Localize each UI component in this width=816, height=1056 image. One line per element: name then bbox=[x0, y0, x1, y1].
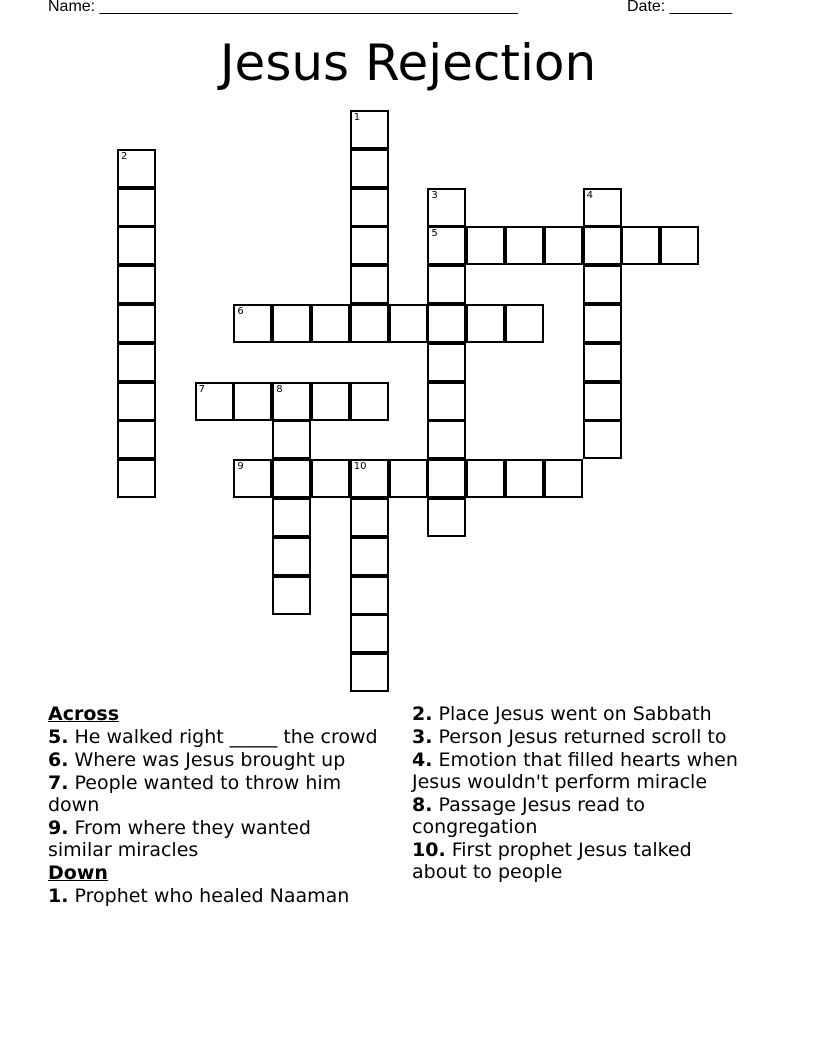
grid-cell[interactable] bbox=[117, 149, 156, 188]
clue-text: People wanted to throw him down bbox=[48, 772, 342, 816]
grid-cell[interactable] bbox=[583, 343, 622, 382]
clue-down-1 bbox=[48, 885, 378, 907]
grid-cell[interactable] bbox=[427, 382, 466, 421]
clue-number-label: 8 bbox=[276, 383, 283, 395]
grid-cell[interactable] bbox=[350, 304, 389, 343]
grid-cell[interactable] bbox=[583, 382, 622, 421]
grid-cell[interactable] bbox=[466, 459, 505, 498]
grid-cell[interactable] bbox=[583, 265, 622, 304]
grid-cell[interactable] bbox=[466, 226, 505, 265]
clue-down-4 bbox=[412, 749, 752, 793]
grid-cell[interactable] bbox=[350, 498, 389, 537]
grid-cell[interactable] bbox=[350, 110, 389, 149]
grid-cell[interactable] bbox=[583, 226, 622, 265]
grid-cell[interactable] bbox=[427, 420, 466, 459]
clue-number: 7. bbox=[48, 772, 69, 794]
clue-number: 6. bbox=[48, 749, 69, 771]
grid-cell[interactable] bbox=[583, 420, 622, 459]
grid-cell[interactable] bbox=[350, 382, 389, 421]
clue-number-label: 10 bbox=[353, 461, 367, 473]
grid-cell[interactable] bbox=[427, 343, 466, 382]
clue-down-3 bbox=[412, 726, 752, 748]
clue-across-6 bbox=[48, 749, 378, 771]
clue-down-8 bbox=[412, 794, 752, 838]
grid-cell[interactable] bbox=[272, 459, 311, 498]
grid-cell[interactable] bbox=[117, 265, 156, 304]
down-heading: Down bbox=[48, 862, 108, 884]
clue-text: Person Jesus returned scroll to bbox=[438, 726, 727, 748]
grid-cell[interactable] bbox=[544, 226, 583, 265]
clue-text: Where was Jesus brought up bbox=[74, 749, 346, 771]
clue-number-label: 6 bbox=[237, 306, 244, 317]
grid-cell[interactable] bbox=[272, 382, 311, 421]
grid-cell[interactable] bbox=[350, 149, 389, 188]
grid-cell[interactable] bbox=[544, 459, 583, 498]
clue-number: 5. bbox=[48, 726, 69, 748]
date-field-label: Date: _______ bbox=[627, 0, 732, 15]
grid-cell[interactable] bbox=[117, 188, 156, 227]
clues-right-column bbox=[412, 703, 752, 884]
clue-across-9 bbox=[48, 817, 378, 861]
across-heading: Across bbox=[48, 703, 120, 725]
grid-cell[interactable] bbox=[427, 498, 466, 537]
grid-cell[interactable] bbox=[117, 459, 156, 498]
clue-number-label: 5 bbox=[431, 228, 438, 240]
clue-number-label: 7 bbox=[198, 383, 205, 395]
name-field-label: Name: _______________________________________________ bbox=[48, 0, 518, 15]
grid-cell[interactable] bbox=[117, 304, 156, 343]
grid-cell[interactable] bbox=[272, 537, 311, 576]
grid-cell[interactable] bbox=[427, 265, 466, 304]
clue-text: Prophet who healed Naaman bbox=[74, 885, 350, 907]
grid-cell[interactable] bbox=[311, 304, 350, 343]
grid-cell[interactable] bbox=[233, 304, 272, 343]
grid-cell[interactable] bbox=[311, 382, 350, 421]
grid-cell[interactable] bbox=[350, 188, 389, 227]
grid-cell[interactable] bbox=[505, 304, 544, 343]
grid-cell[interactable] bbox=[350, 537, 389, 576]
grid-cell[interactable] bbox=[233, 459, 272, 498]
clue-down-10 bbox=[412, 839, 752, 883]
grid-cell[interactable] bbox=[427, 226, 466, 265]
clue-number-label: 2 bbox=[121, 150, 128, 162]
clue-number: 10. bbox=[412, 839, 446, 861]
clue-down-2 bbox=[412, 703, 752, 725]
clue-number: 1. bbox=[48, 885, 69, 907]
clue-text: Passage Jesus read to congregation bbox=[412, 794, 646, 838]
clue-number-label: 4 bbox=[586, 189, 593, 201]
grid-cell[interactable] bbox=[427, 304, 466, 343]
clue-number: 8. bbox=[412, 794, 433, 816]
clue-number: 9. bbox=[48, 817, 69, 839]
grid-cell[interactable] bbox=[660, 226, 699, 265]
grid-cell[interactable] bbox=[350, 265, 389, 304]
grid-cell[interactable] bbox=[272, 576, 311, 615]
grid-cell[interactable] bbox=[350, 653, 389, 692]
clue-text: Emotion that filled hearts when Jesus wouldn't perform miracle bbox=[412, 749, 738, 793]
clue-text: First prophet Jesus talked about to people bbox=[412, 839, 692, 883]
grid-cell[interactable] bbox=[505, 459, 544, 498]
clue-across-7 bbox=[48, 772, 378, 816]
grid-cell[interactable] bbox=[117, 382, 156, 421]
grid-cell[interactable] bbox=[272, 304, 311, 343]
grid-cell[interactable] bbox=[195, 382, 234, 421]
grid-cell[interactable] bbox=[350, 614, 389, 653]
grid-cell[interactable] bbox=[272, 498, 311, 537]
clue-number-label: 9 bbox=[237, 461, 244, 473]
grid-cell[interactable] bbox=[350, 576, 389, 615]
grid-cell[interactable] bbox=[427, 459, 466, 498]
clue-text: Place Jesus went on Sabbath bbox=[438, 703, 712, 725]
clue-text: He walked right _____ the crowd bbox=[74, 726, 378, 748]
grid-cell[interactable] bbox=[311, 459, 350, 498]
grid-cell[interactable] bbox=[389, 304, 428, 343]
clue-number-label: 1 bbox=[353, 112, 361, 123]
grid-cell[interactable] bbox=[350, 459, 389, 498]
grid-cell[interactable] bbox=[621, 226, 660, 265]
grid-cell[interactable] bbox=[233, 382, 272, 421]
grid-cell[interactable] bbox=[505, 226, 544, 265]
grid-cell[interactable] bbox=[350, 226, 389, 265]
clue-number: 3. bbox=[412, 726, 433, 748]
grid-cell[interactable] bbox=[117, 343, 156, 382]
clues-left-column bbox=[48, 703, 378, 908]
grid-cell[interactable] bbox=[117, 226, 156, 265]
grid-cell[interactable] bbox=[583, 304, 622, 343]
clue-number: 4. bbox=[412, 749, 433, 771]
grid-cell[interactable] bbox=[427, 188, 466, 227]
clue-across-5 bbox=[48, 726, 378, 748]
grid-cell[interactable] bbox=[272, 420, 311, 459]
clue-number-label: 3 bbox=[431, 189, 438, 201]
grid-cell[interactable] bbox=[583, 188, 622, 227]
grid-cell[interactable] bbox=[466, 304, 505, 343]
clue-number: 2. bbox=[412, 703, 433, 725]
grid-cell[interactable] bbox=[389, 459, 428, 498]
grid-cell[interactable] bbox=[117, 420, 156, 459]
clue-text: From where they wanted similar miracles bbox=[48, 817, 311, 861]
puzzle-title: Jesus Rejection bbox=[219, 34, 597, 92]
